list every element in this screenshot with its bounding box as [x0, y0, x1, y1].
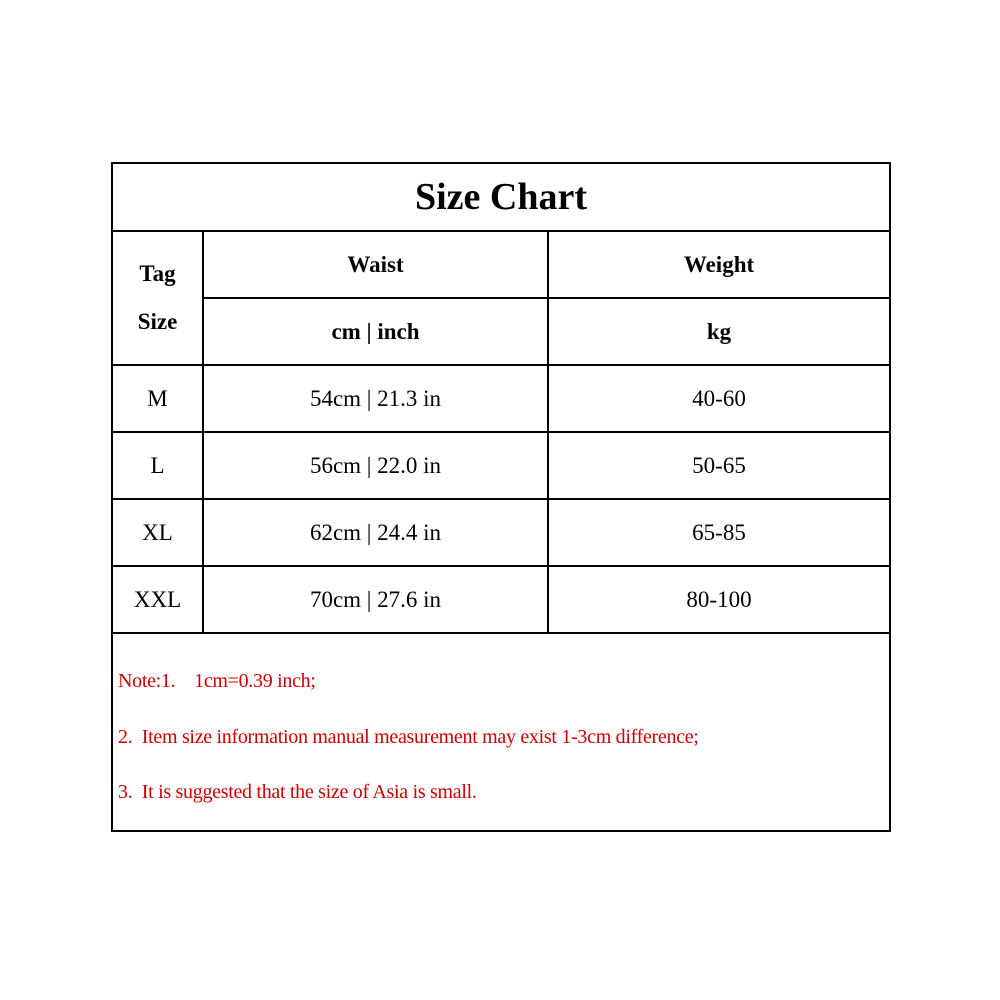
table-row: [113, 432, 889, 499]
unit-row: [113, 298, 889, 365]
tag-size-header: [113, 232, 203, 365]
note-2: 2. Item size information manual measurement may exist 1-3cm difference;: [118, 726, 699, 748]
weight-cell: 65-85: [548, 499, 889, 566]
size-cell: L: [113, 432, 203, 499]
size-table: [113, 232, 889, 634]
weight-cell: 80-100: [548, 566, 889, 633]
waist-header: Waist: [203, 232, 548, 298]
chart-title: Size Chart: [113, 164, 889, 232]
table-row: [113, 566, 889, 633]
size-cell: XL: [113, 499, 203, 566]
waist-cell: 54cm | 21.3 in: [203, 365, 548, 432]
note-3: 3. It is suggested that the size of Asia is small.: [118, 781, 477, 803]
note-1: Note:1. 1cm=0.39 inch;: [118, 670, 316, 692]
weight-cell: 40-60: [548, 365, 889, 432]
tag-size-header-line1: Tag: [139, 261, 176, 286]
weight-header: Weight: [548, 232, 889, 298]
waist-cell: 62cm | 24.4 in: [203, 499, 548, 566]
size-chart: [111, 162, 891, 832]
table-row: [113, 365, 889, 432]
tag-size-header-line2: Size: [137, 309, 178, 334]
weight-cell: 50-65: [548, 432, 889, 499]
waist-cell: 56cm | 22.0 in: [203, 432, 548, 499]
waist-cell: 70cm | 27.6 in: [203, 566, 548, 633]
size-cell: M: [113, 365, 203, 432]
weight-unit-header: kg: [548, 298, 889, 365]
size-cell: XXL: [113, 566, 203, 633]
header-row: [113, 232, 889, 298]
table-row: [113, 499, 889, 566]
waist-unit-header: cm | inch: [203, 298, 548, 365]
